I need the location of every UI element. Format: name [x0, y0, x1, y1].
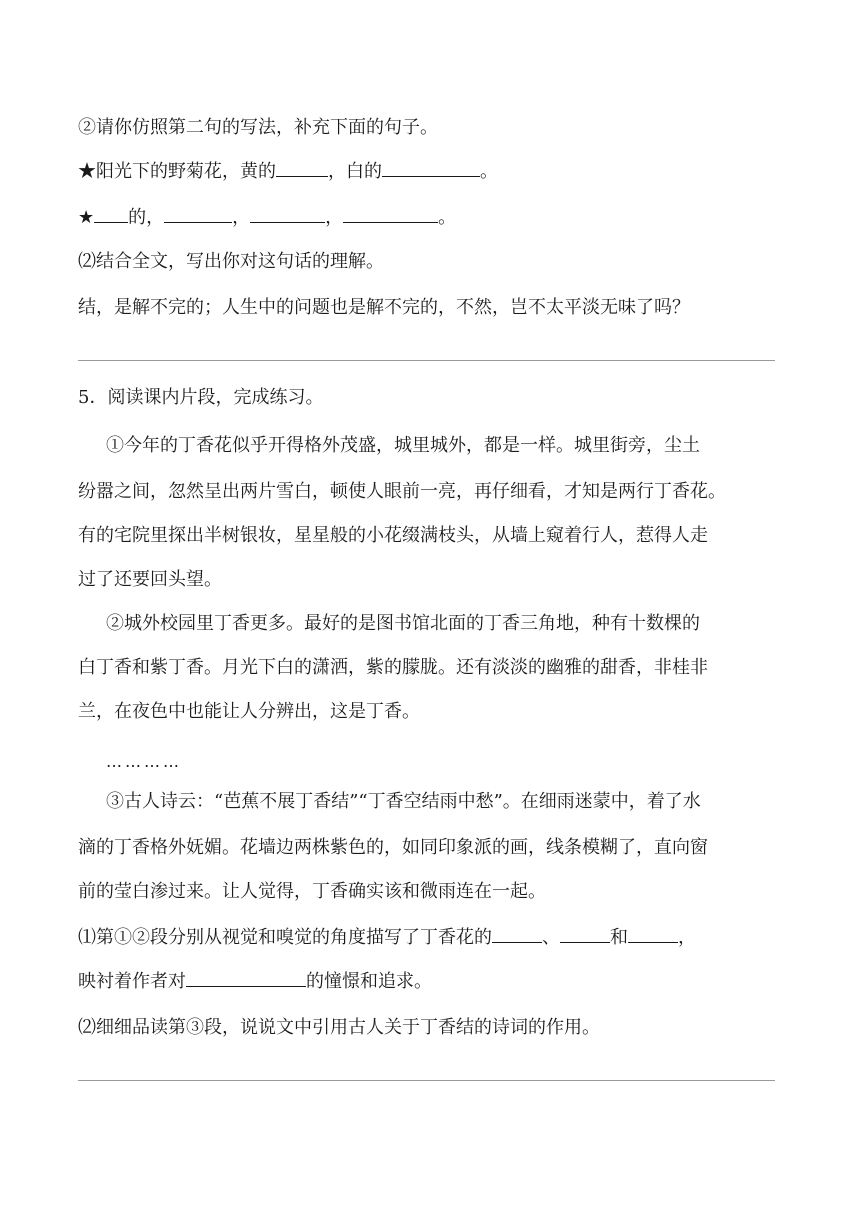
- sub-question-2: ⑵细细品读第③段，说说文中引用古人关于丁香结的诗词的作用。: [78, 1017, 600, 1038]
- answer-blank[interactable]: [492, 926, 542, 943]
- answer-blank[interactable]: [343, 206, 438, 223]
- answer-blank[interactable]: [382, 160, 480, 177]
- question-5-heading: 5．阅读课内片段，完成练习。: [78, 387, 324, 408]
- sub-question-2-prompt: ②请你仿照第二句的写法，补充下面的句子。: [78, 117, 438, 138]
- answer-blank[interactable]: [560, 926, 610, 943]
- answer-blank[interactable]: [250, 206, 325, 223]
- answer-line[interactable]: [78, 1080, 775, 1081]
- answer-blank[interactable]: [94, 206, 128, 223]
- answer-line[interactable]: [78, 360, 775, 361]
- part-2-prompt: ⑵结合全文，写出你对这句话的理解。: [78, 251, 384, 272]
- sub-question-1: ⑴第①②段分别从视觉和嗅觉的角度描写了丁香花的 、 和 ，: [78, 927, 696, 948]
- answer-blank[interactable]: [164, 206, 232, 223]
- fill-in-sentence-2: ★ 的， ， ， 。: [78, 207, 457, 228]
- omission-dots: …………: [106, 752, 182, 771]
- sub-question-1-continued: 映衬着作者对 的憧憬和追求。: [78, 971, 432, 992]
- answer-blank[interactable]: [186, 970, 306, 987]
- fill-in-sentence-1: ★阳光下的野菊花，黄的 ，白的 。: [78, 161, 498, 182]
- answer-blank[interactable]: [628, 926, 678, 943]
- quoted-sentence: 结，是解不完的；人生中的问题也是解不完的，不然，岂不太平淡无味了吗？: [78, 297, 690, 318]
- answer-blank[interactable]: [276, 160, 328, 177]
